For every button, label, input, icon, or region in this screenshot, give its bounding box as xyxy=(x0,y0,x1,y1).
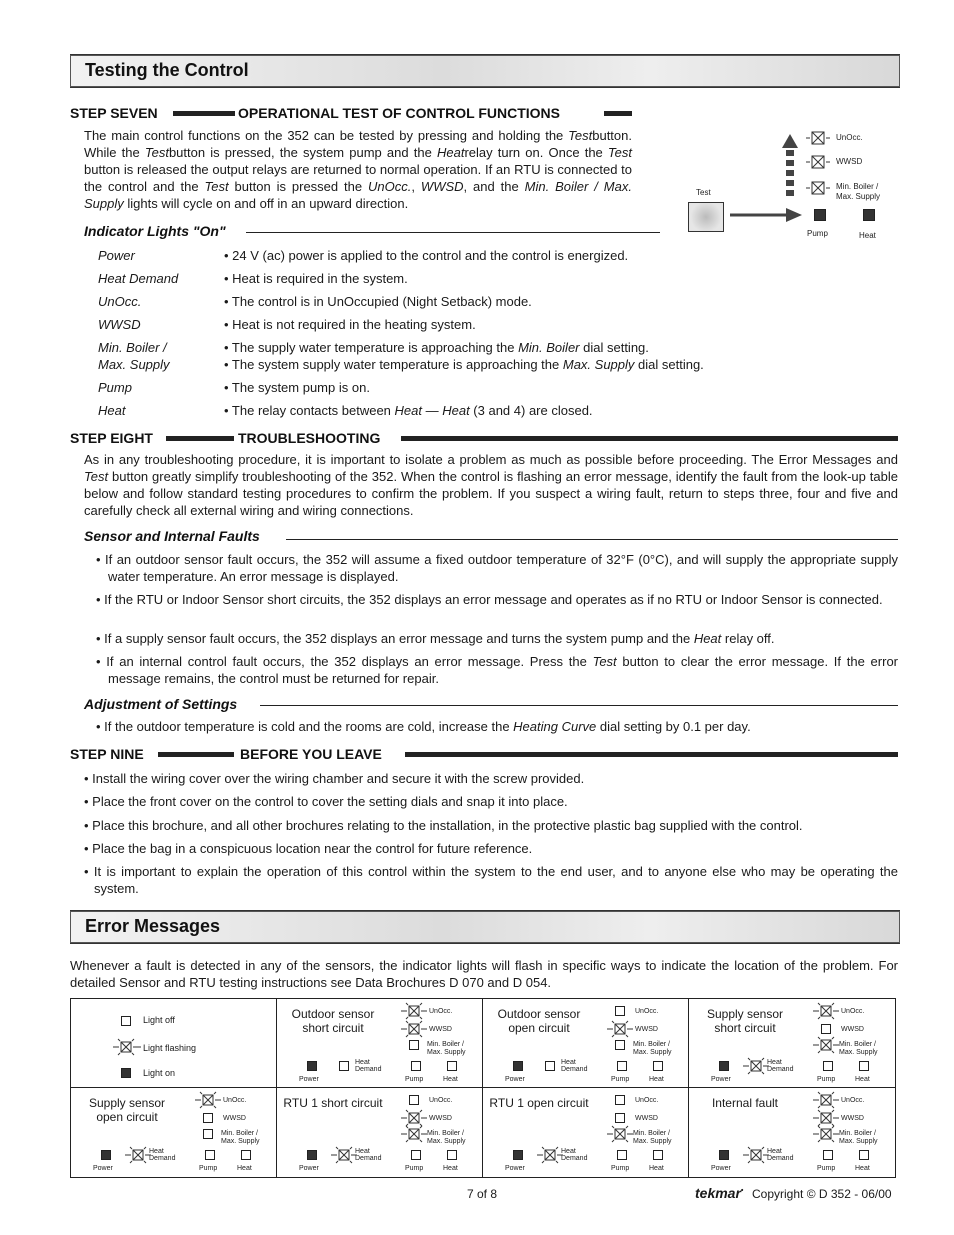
min-boiler-label: Min. Boiler / xyxy=(839,1130,876,1137)
wwsd-label: WWSD xyxy=(429,1026,452,1033)
power-label: Power xyxy=(711,1076,731,1083)
step-bar xyxy=(173,111,235,116)
heat-demand-label: Demand xyxy=(767,1066,794,1073)
power-label: Power xyxy=(505,1165,525,1172)
flashing-led-icon xyxy=(125,1146,151,1166)
legend-off-label: Light off xyxy=(143,1015,175,1025)
power-led xyxy=(101,1150,111,1160)
checklist-item: • It is important to explain the operation of this control within the system to the end user, and to anyone else who may be operating the system. xyxy=(84,864,898,896)
heat-demand-label: Heat xyxy=(355,1059,370,1066)
flashing-led-icon xyxy=(813,1002,839,1022)
heat-label: Heat xyxy=(859,231,876,240)
error-cell xyxy=(689,999,895,1088)
heat-led xyxy=(447,1150,457,1160)
indicator-label: Pump xyxy=(98,380,132,395)
max-supply-label: Max. Supply xyxy=(427,1138,466,1145)
error-cell xyxy=(483,999,689,1088)
indicator-lights-heading: Indicator Lights "On" xyxy=(84,223,226,239)
flashing-led-icon xyxy=(607,1020,633,1040)
power-label: Power xyxy=(505,1076,525,1083)
pump-led xyxy=(823,1150,833,1160)
unocc-label: UnOcc. xyxy=(429,1097,453,1104)
min-boiler-led xyxy=(409,1040,419,1050)
pump-label: Pump xyxy=(611,1165,630,1172)
step-bar xyxy=(158,752,234,757)
indicator-label: WWSD xyxy=(98,317,141,332)
heat-led xyxy=(241,1150,251,1160)
heat-led xyxy=(447,1061,457,1071)
min-boiler-led xyxy=(203,1129,213,1139)
indicator-label: Heat Demand xyxy=(98,271,179,286)
heat-led xyxy=(859,1150,869,1160)
section-title: Testing the Control xyxy=(85,60,249,80)
arrow-up-icon xyxy=(780,134,800,204)
step-bar xyxy=(166,436,234,441)
heat-demand-label: Demand xyxy=(561,1155,588,1162)
sensor-fault-bullet: • If a supply sensor fault occurs, the 352 displays an error message and turns the system pump and the Heat relay off. xyxy=(96,631,775,646)
heat-demand-led xyxy=(339,1061,349,1071)
indicator-desc: • The supply water temperature is approaching the Min. Boiler dial setting. xyxy=(224,340,649,355)
indicator-desc: • Heat is required in the system. xyxy=(224,271,408,286)
max-supply-label: Max. Supply xyxy=(221,1138,260,1145)
sensor-faults-heading: Sensor and Internal Faults xyxy=(84,528,260,544)
test-label: Test xyxy=(696,188,711,197)
wwsd-led xyxy=(615,1113,625,1123)
power-led xyxy=(719,1061,729,1071)
flashing-leds-icon xyxy=(806,128,830,208)
unocc-label: UnOcc. xyxy=(841,1097,865,1104)
light-off-icon xyxy=(121,1016,131,1026)
sensor-fault-bullet: • If the RTU or Indoor Sensor short circuits, the 352 displays an error message and operates as if no RTU or Indoor Sensor is connected. xyxy=(96,592,883,607)
section-title: Error Messages xyxy=(85,916,221,936)
sensor-fault-bullet: • If an internal control fault occurs, the 352 displays an error message. Press the Test button to clear the error message. If the error message remains, the control must be returned for repair. xyxy=(96,654,899,686)
pump-label: Pump xyxy=(817,1076,836,1083)
error-message-table xyxy=(70,998,896,1178)
wwsd-led xyxy=(821,1024,831,1034)
error-title: Supply sensor open circuit xyxy=(88,1096,166,1124)
unocc-label: UnOcc. xyxy=(223,1097,247,1104)
max-supply-label: Max. Supply xyxy=(839,1049,878,1056)
indicator-desc: • The control is in UnOccupied (Night Setback) mode. xyxy=(224,294,532,309)
min-boiler-label: Min. Boiler / xyxy=(427,1130,464,1137)
flashing-led-icon xyxy=(607,1125,633,1145)
heat-label: Heat xyxy=(237,1165,252,1172)
error-cell xyxy=(277,1088,483,1177)
power-led xyxy=(513,1150,523,1160)
heat-demand-label: Heat xyxy=(561,1059,576,1066)
flashing-led-icon xyxy=(813,1036,839,1056)
error-title: Outdoor sensor short circuit xyxy=(291,1007,375,1035)
legend-on-label: Light on xyxy=(143,1068,176,1078)
min-boiler-label: Min. Boiler / xyxy=(836,182,879,191)
flashing-led-icon xyxy=(743,1057,769,1077)
power-led xyxy=(307,1061,317,1071)
flashing-led-icon xyxy=(537,1146,563,1166)
checklist-item: • Place the front cover on the control to cover the setting dials and snap it into place. xyxy=(84,794,568,809)
pump-led xyxy=(411,1061,421,1071)
heat-demand-label: Heat xyxy=(767,1148,782,1155)
step-nine-label: STEP NINE xyxy=(70,746,144,762)
wwsd-label: WWSD xyxy=(635,1026,658,1033)
indicator-desc: • Heat is not required in the heating system. xyxy=(224,317,476,332)
error-title: RTU 1 open circuit xyxy=(489,1096,589,1110)
flashing-led-icon xyxy=(401,1002,427,1022)
legend-cell xyxy=(71,999,277,1088)
light-on-icon xyxy=(121,1068,131,1078)
pump-led xyxy=(205,1150,215,1160)
pump-led xyxy=(411,1150,421,1160)
divider xyxy=(246,232,660,233)
heat-label: Heat xyxy=(649,1076,664,1083)
heat-demand-label: Heat xyxy=(149,1148,164,1155)
unocc-led xyxy=(615,1006,625,1016)
adjustment-heading: Adjustment of Settings xyxy=(84,696,238,712)
wwsd-label: WWSD xyxy=(841,1026,864,1033)
heat-label: Heat xyxy=(855,1165,870,1172)
error-title: Internal fault xyxy=(711,1096,779,1110)
pump-led xyxy=(617,1061,627,1071)
pump-label: Pump xyxy=(405,1165,424,1172)
unocc-led xyxy=(615,1095,625,1105)
power-label: Power xyxy=(93,1165,113,1172)
heat-label: Heat xyxy=(855,1076,870,1083)
indicator-label: Min. Boiler / xyxy=(98,340,167,355)
page-number: 7 of 8 xyxy=(467,1187,498,1201)
step-seven-title: OPERATIONAL TEST OF CONTROL FUNCTIONS xyxy=(238,105,560,121)
light-flashing-icon xyxy=(111,1037,141,1059)
power-led xyxy=(307,1150,317,1160)
error-cell xyxy=(689,1088,895,1177)
error-cell xyxy=(483,1088,689,1177)
error-intro-paragraph: Whenever a fault is detected in any of the sensors, the indicator lights will flash in specific ways to indicate the location of the problem. For detailed Sensor and RTU testing instructions see Data Brochures D 070 and D 054. xyxy=(70,958,898,990)
min-boiler-led xyxy=(615,1040,625,1050)
heat-label: Heat xyxy=(443,1165,458,1172)
indicator-desc: • The system supply water temperature is approaching the Max. Supply dial setting. xyxy=(224,357,704,372)
heat-demand-label: Demand xyxy=(149,1155,176,1162)
step-seven-paragraph: The main control functions on the 352 can be tested by pressing and holding the Testbutton. While the Testbutton is pressed, the system pump and the Heatrelay turn on. Once the Test button is released the output relays are returned to normal operation. If an RTU is connected to the control and the Test button is pressed the UnOcc., WWSD, and the Min. Boiler / Max. Supply lights will cycle on and off in an upward direction. xyxy=(84,128,633,211)
checklist-item: • Install the wiring cover over the wiring chamber and secure it with the screw provided. xyxy=(84,771,585,786)
unocc-label: UnOcc. xyxy=(635,1008,659,1015)
unocc-label: UnOcc. xyxy=(429,1008,453,1015)
heat-led xyxy=(859,1061,869,1071)
pump-label: Pump xyxy=(199,1165,218,1172)
min-boiler-label: Min. Boiler / xyxy=(221,1130,258,1137)
heat-demand-label: Heat xyxy=(767,1059,782,1066)
step-bar xyxy=(405,752,898,757)
max-supply-label: Max. Supply xyxy=(633,1138,672,1145)
heat-demand-label: Demand xyxy=(561,1066,588,1073)
heat-demand-label: Demand xyxy=(355,1155,382,1162)
indicator-label: UnOcc. xyxy=(98,294,142,309)
min-boiler-label: Min. Boiler / xyxy=(839,1041,876,1048)
flashing-led-icon xyxy=(331,1146,357,1166)
pump-led xyxy=(617,1150,627,1160)
adjustment-bullet: • If the outdoor temperature is cold and the rooms are cold, increase the Heating Curve dial setting by 0.1 per day. xyxy=(96,719,751,734)
unocc-led xyxy=(409,1095,419,1105)
indicator-label: Power xyxy=(98,248,135,263)
legend-flash-label: Light flashing xyxy=(143,1043,197,1053)
divider xyxy=(286,539,898,540)
copyright: Copyright © D 352 - 06/00 xyxy=(752,1187,892,1201)
step-nine-title: BEFORE YOU LEAVE xyxy=(240,746,382,762)
error-title: Outdoor sensor open circuit xyxy=(497,1007,581,1035)
power-led xyxy=(719,1150,729,1160)
heat-led xyxy=(653,1150,663,1160)
checklist-item: • Place this brochure, and all other brochures relating to the installation, in the protective plastic bag supplied with the control. xyxy=(84,818,803,833)
indicator-desc: • The relay contacts between Heat — Heat (3 and 4) are closed. xyxy=(224,403,593,418)
min-boiler-label: Min. Boiler / xyxy=(633,1130,670,1137)
error-title: Supply sensor short circuit xyxy=(706,1007,784,1035)
arrow-right-icon xyxy=(730,202,810,232)
pump-led xyxy=(823,1061,833,1071)
flashing-led-icon xyxy=(743,1146,769,1166)
unocc-label: UnOcc. xyxy=(841,1008,865,1015)
flashing-led-icon xyxy=(813,1091,839,1111)
flashing-led-icon xyxy=(401,1020,427,1040)
indicator-label: Heat xyxy=(98,403,126,418)
wwsd-label: WWSD xyxy=(841,1115,864,1122)
pump-label: Pump xyxy=(807,229,828,238)
step-eight-title: TROUBLESHOOTING xyxy=(238,430,381,446)
test-button-diagram xyxy=(686,120,906,250)
wwsd-label: WWSD xyxy=(429,1115,452,1122)
indicator-label: Max. Supply xyxy=(98,357,170,372)
heat-led xyxy=(653,1061,663,1071)
checklist-item: • Place the bag in a conspicuous location near the control for future reference. xyxy=(84,841,533,856)
indicator-desc: • The system pump is on. xyxy=(224,380,370,395)
max-supply-label: Max. Supply xyxy=(633,1049,672,1056)
min-boiler-label: Min. Boiler / xyxy=(633,1041,670,1048)
error-cell xyxy=(71,1088,277,1177)
max-supply-label: Max. Supply xyxy=(839,1138,878,1145)
unocc-label: UnOcc. xyxy=(635,1097,659,1104)
heat-demand-label: Demand xyxy=(355,1066,382,1073)
pump-label: Pump xyxy=(817,1165,836,1172)
heat-label: Heat xyxy=(443,1076,458,1083)
max-supply-label: Max. Supply xyxy=(836,192,881,201)
step-bar xyxy=(401,436,898,441)
wwsd-led xyxy=(203,1113,213,1123)
error-title: RTU 1 short circuit xyxy=(283,1096,383,1110)
wwsd-label: WWSD xyxy=(635,1115,658,1122)
step-bar xyxy=(604,111,632,116)
heat-label: Heat xyxy=(649,1165,664,1172)
pump-label: Pump xyxy=(611,1076,630,1083)
max-supply-label: Max. Supply xyxy=(427,1049,466,1056)
flashing-led-icon xyxy=(195,1091,221,1111)
flashing-led-icon xyxy=(401,1125,427,1145)
wwsd-label: WWSD xyxy=(223,1115,246,1122)
brand-logo: tekmar• xyxy=(695,1185,744,1201)
heat-demand-label: Heat xyxy=(355,1148,370,1155)
step-eight-paragraph: As in any troubleshooting procedure, it is important to isolate a problem as much as possible before proceeding. The Error Messages and Test button greatly simplify troubleshooting of the 352. When the control is flashing an error message, identify the fault from the look-up table below and follow standard testing procedures to confirm the problem. If you suspect a wiring fault, return to steps three, four and five and carefully check all external wiring and wiring connections. xyxy=(84,452,898,518)
heat-demand-led xyxy=(545,1061,555,1071)
divider xyxy=(260,705,898,706)
step-eight-label: STEP EIGHT xyxy=(70,430,153,446)
wwsd-label: WWSD xyxy=(836,157,863,166)
power-led xyxy=(513,1061,523,1071)
heat-led xyxy=(863,209,875,221)
section-band-error xyxy=(70,911,900,943)
step-seven-label: STEP SEVEN xyxy=(70,105,158,121)
test-button-icon xyxy=(688,202,724,232)
power-label: Power xyxy=(299,1165,319,1172)
unocc-label: UnOcc. xyxy=(836,133,863,142)
flashing-led-icon xyxy=(813,1125,839,1145)
heat-demand-label: Demand xyxy=(767,1155,794,1162)
pump-led xyxy=(814,209,826,221)
heat-demand-label: Heat xyxy=(561,1148,576,1155)
power-label: Power xyxy=(299,1076,319,1083)
sensor-fault-bullet: • If an outdoor sensor fault occurs, the 352 will assume a fixed outdoor temperature of 32°F (0°C), and will supply the appropriate supply water temperature. An error message is displayed. xyxy=(96,552,898,584)
section-band-testing xyxy=(70,55,900,87)
indicator-desc: • 24 V (ac) power is applied to the control and the control is energized. xyxy=(224,248,629,263)
error-cell xyxy=(277,999,483,1088)
pump-label: Pump xyxy=(405,1076,424,1083)
power-label: Power xyxy=(711,1165,731,1172)
min-boiler-label: Min. Boiler / xyxy=(427,1041,464,1048)
